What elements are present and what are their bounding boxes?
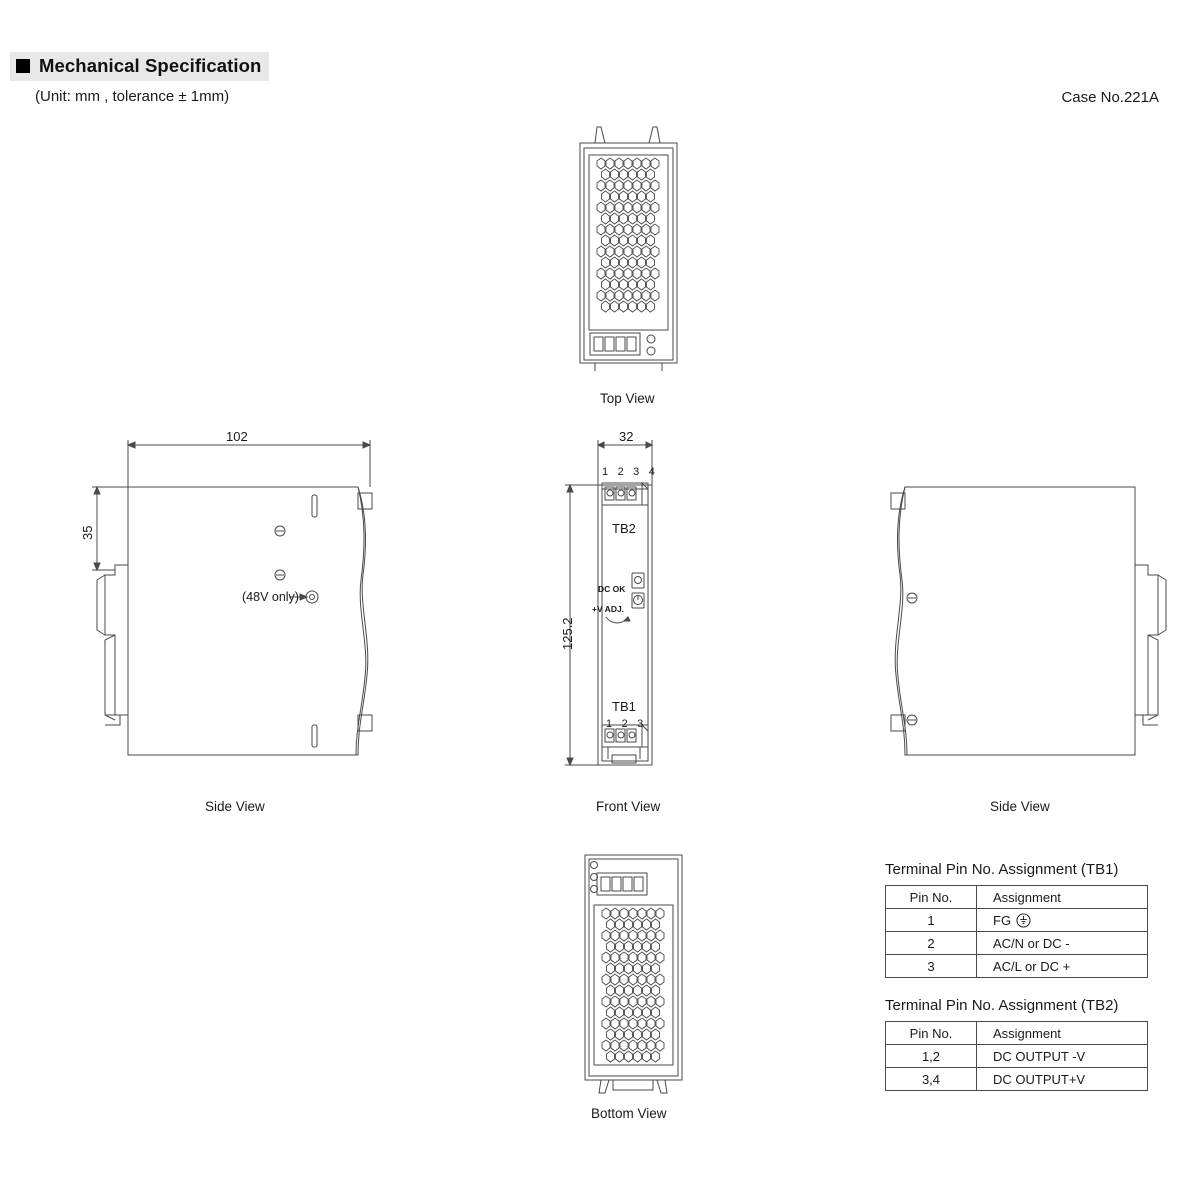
tb2-row1-assignment: DC OUTPUT -V <box>977 1045 1148 1068</box>
tb1-row2-pin: 2 <box>886 932 977 955</box>
tb2-pin-numbers: 1 2 3 4 <box>602 466 659 478</box>
table-header-row <box>886 886 1148 909</box>
v-adj-label: +V ADJ. <box>592 604 625 614</box>
page-title: Mechanical Specification <box>39 55 262 76</box>
side-view-right-caption: Side View <box>990 799 1050 814</box>
tb1-row3-pin: 3 <box>886 955 977 978</box>
dc-ok-label: DC OK <box>598 584 626 594</box>
note-48v-only: (48V only) <box>242 590 299 604</box>
case-number: Case No.221A <box>1061 89 1159 106</box>
tb2-header-assignment: Assignment <box>977 1022 1148 1045</box>
tb1-assignment-table <box>885 885 1148 978</box>
dim-width-102: 102 <box>226 429 248 444</box>
bottom-view-caption: Bottom View <box>591 1106 667 1121</box>
table-header-row <box>886 1022 1148 1045</box>
tb1-header-pin: Pin No. <box>886 886 977 909</box>
dim-width-32: 32 <box>619 429 634 444</box>
front-view-caption: Front View <box>596 799 661 814</box>
dim-depth-35: 35 <box>80 525 95 540</box>
table-row <box>886 932 1148 955</box>
top-view-caption: Top View <box>600 391 655 406</box>
ground-symbol-icon <box>1016 913 1031 928</box>
tb1-row2-assignment: AC/N or DC - <box>977 932 1148 955</box>
bullet-square-icon <box>16 59 30 73</box>
tb2-row2-pin: 3,4 <box>886 1068 977 1091</box>
side-view-right-drawing <box>855 465 1181 795</box>
table-row <box>886 909 1148 932</box>
table-row <box>886 1068 1148 1091</box>
bottom-view-drawing <box>545 845 725 1105</box>
table-row <box>886 955 1148 978</box>
tb1-pin-numbers: 1 2 3 <box>606 718 647 730</box>
tb1-table-title: Terminal Pin No. Assignment (TB1) <box>885 861 1119 878</box>
front-view-drawing <box>540 425 710 795</box>
side-view-left-drawing <box>75 425 405 795</box>
dim-height-125-2: 125.2 <box>560 617 575 650</box>
section-header <box>10 52 269 81</box>
tb2-row2-assignment: DC OUTPUT+V <box>977 1068 1148 1091</box>
tb2-assignment-table <box>885 1021 1148 1091</box>
tb2-row1-pin: 1,2 <box>886 1045 977 1068</box>
tb2-table-title: Terminal Pin No. Assignment (TB2) <box>885 997 1119 1014</box>
tb1-header-assignment: Assignment <box>977 886 1148 909</box>
tb2-header-pin: Pin No. <box>886 1022 977 1045</box>
tb1-row1-assignment <box>977 909 1148 932</box>
table-row <box>886 1045 1148 1068</box>
tb2-label: TB2 <box>612 521 636 536</box>
tb1-row1-pin: 1 <box>886 909 977 932</box>
tb1-row1-assignment-text: FG <box>993 912 1012 928</box>
tb1-label: TB1 <box>612 699 636 714</box>
top-view-drawing <box>535 115 735 395</box>
tb1-row3-assignment: AC/L or DC + <box>977 955 1148 978</box>
unit-note: (Unit: mm , tolerance ± 1mm) <box>35 88 230 105</box>
side-view-left-caption: Side View <box>205 799 265 814</box>
